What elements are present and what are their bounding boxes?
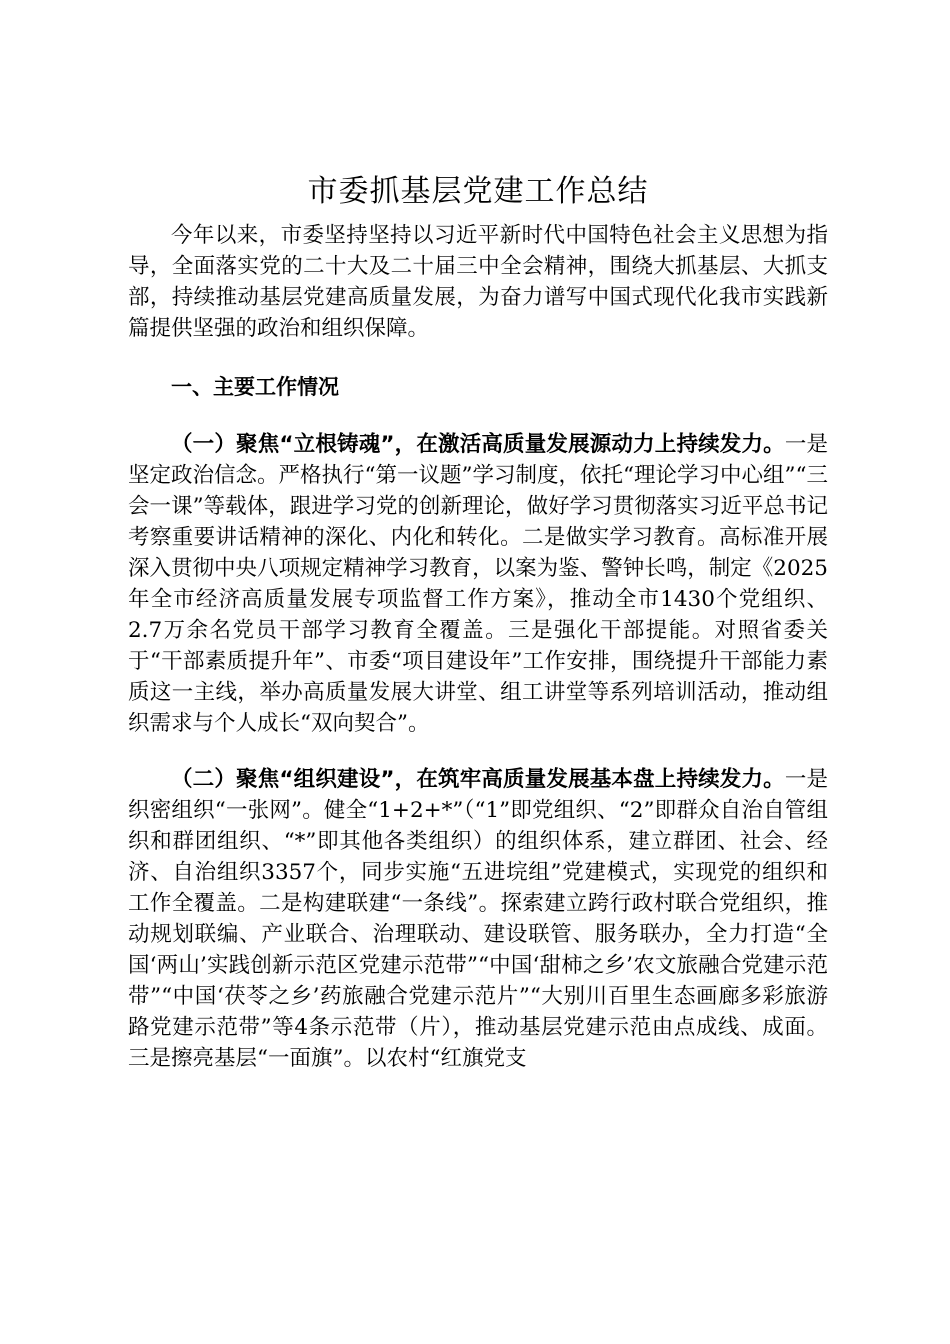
item-paragraph-2 [128, 764, 828, 1074]
document-page [128, 168, 828, 1074]
item-body-1: 一是坚定政治信念。严格执行“第一议题”学习制度，依托“理论学习中心组”“三会一课”等载体，跟进学习党的创新理论，做好学习贯彻落实习近平总书记考察重要讲话精神的深化、内化和转化。二是做实学习教育。高标准开展深入贯彻中央八项规定精神学习教育，以案为鉴、警钟长鸣，制定《2025年全市经济高质量发展专项监督工作方案》，推动全市1430个党组织、2.7万余名党员干部学习教育全覆盖。三是强化干部提能。对照省委关于“干部素质提升年”、市委“项目建设年”工作安排，围绕提升干部能力素质这一主线，举办高质量发展大讲堂、组工讲堂等系列培训活动，推动组织需求与个人成长“双向契合”。 [128, 432, 828, 736]
document-title: 市委抓基层党建工作总结 [307, 174, 649, 209]
intro-paragraph: 今年以来，市委坚持坚持以习近平新时代中国特色社会主义思想为指导，全面落实党的二十大及二十届三中全会精神，围绕大抓基层、大抓支部，持续推动基层党建高质量发展，为奋力谱写中国式现代化我市实践新篇提供坚强的政治和组织保障。 [128, 223, 828, 341]
item-body-2: 一是织密组织“一张网”。健全“1+2+*”（“1”即党组织、“2”即群众自治自管组织和群团组织、“*”即其他各类组织）的组织体系，建立群团、社会、经济、自治组织3357个，同步实施“五进垸组”党建模式，实现党的组织和工作全覆盖。二是构建联建“一条线”。探索建立跨行政村联合党组织，推动规划联编、产业联合、治理联动、建设联管、服务联办，全力打造“全国‘两山’实践创新示范区党建示范带”“中国‘甜柿之乡’农文旅融合党建示范带”“中国‘茯苓之乡’药旅融合党建示范片”“大别川百里生态画廊多彩旅游路党建示范带”等4条示范带（片），推动基层党建示范由点成线、成面。三是擦亮基层“一面旗”。以农村“红旗党支 [128, 767, 828, 1071]
item-lead-1: （一）聚焦“立根铸魂”，在激活高质量发展源动力上持续发力。 [171, 432, 785, 457]
section-heading: 一、主要工作情况 [171, 375, 339, 399]
item-lead-2: （二）聚焦“组织建设”，在筑牢高质量发展基本盘上持续发力。 [171, 767, 785, 792]
item-paragraph-1 [128, 429, 828, 739]
